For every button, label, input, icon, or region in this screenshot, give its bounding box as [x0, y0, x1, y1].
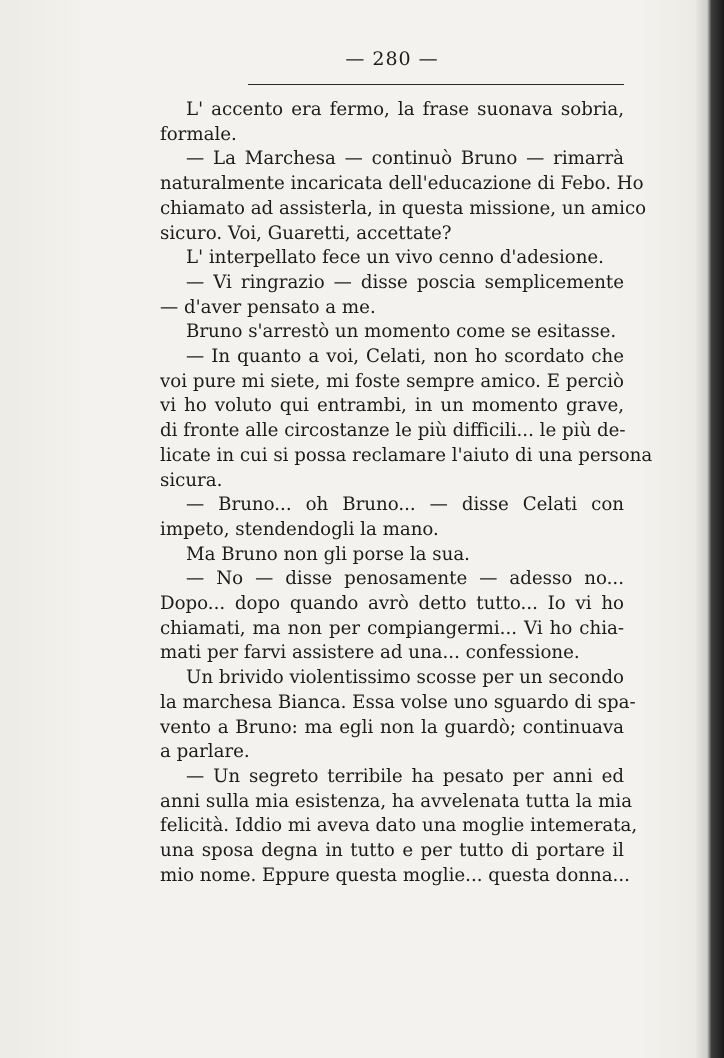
- text-line: mati per farvi assistere ad una... confessione.: [160, 642, 580, 664]
- header-rule: [248, 84, 624, 85]
- text-line: — Un segreto terribile ha pesato per anni ed: [186, 765, 624, 787]
- text-line: L' accento era fermo, la frase suonava sobria,: [186, 99, 624, 120]
- text-line: mio nome. Eppure questa moglie... questa donna...: [160, 864, 630, 886]
- text-line: — d'aver pensato a me.: [160, 296, 376, 318]
- text-line: — In quanto a voi, Celati, non ho scordato che: [186, 346, 624, 368]
- text-line: formale.: [160, 123, 237, 145]
- text-line: a parlare.: [160, 741, 250, 763]
- text-line: felicità. Iddio mi aveva dato una moglie intemerata,: [160, 815, 638, 837]
- text-line: — No — disse penosamente — adesso no...: [186, 568, 624, 590]
- text-line: naturalmente incaricata dell'educazione di Febo. Ho: [160, 173, 644, 195]
- text-line: sicura.: [160, 469, 223, 491]
- text-line: la marchesa Bianca. Essa volse uno sguardo di spa-: [160, 691, 636, 713]
- text-line: impeto, stendendogli la mano.: [160, 518, 439, 540]
- text-line: chiamato ad assisterla, in questa missione, un amico: [160, 197, 647, 219]
- text-line: Ma Bruno non gli porse la sua.: [186, 543, 470, 565]
- text-line: licate in cui si possa reclamare l'aiuto di una persona: [160, 444, 653, 466]
- text-line: di fronte alle circostanze le più difficili... le più de-: [160, 420, 626, 442]
- page-number: — 280 —: [345, 48, 439, 70]
- text-line: Dopo... dopo quando avrò detto tutto... Io vi ho: [160, 593, 624, 615]
- page-edge-shadow: [696, 0, 724, 1058]
- text-line: una sposa degna in tutto e per tutto di portare il: [160, 840, 624, 862]
- text-line: L' interpellato fece un vivo cenno d'adesione.: [186, 247, 604, 269]
- text-line: — Bruno... oh Bruno... — disse Celati con: [186, 494, 624, 516]
- text-line: sicuro. Voi, Guaretti, accettate?: [160, 222, 452, 244]
- text-line: Bruno s'arrestò un momento come se esitasse.: [186, 321, 617, 343]
- text-line: voi pure mi siete, mi foste sempre amico. E perciò: [160, 370, 624, 392]
- text-line: — Vi ringrazio — disse poscia semplicemente: [186, 271, 624, 293]
- text-line: — La Marchesa — continuò Bruno — rimarrà: [186, 148, 624, 170]
- text-line: chiamati, ma non per compiangermi... Vi ho chia-: [160, 617, 624, 639]
- text-line: vento a Bruno: ma egli non la guardò; continuava: [160, 716, 624, 738]
- text-line: vi ho voluto qui entrambi, in un momento grave,: [160, 395, 624, 417]
- text-line: anni sulla mia esistenza, ha avvelenata tutta la mia: [160, 790, 633, 812]
- body-text: [160, 98, 653, 889]
- text-line: Un brivido violentissimo scosse per un secondo: [186, 667, 624, 689]
